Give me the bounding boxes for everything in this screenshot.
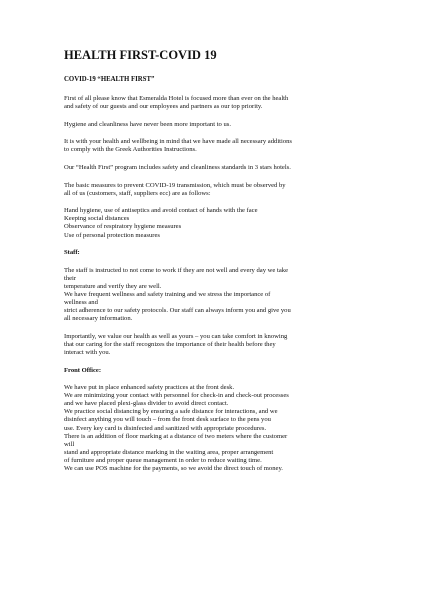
text-line: use. Every key card is disinfected and sanitized with appropriate procedures. [64, 424, 267, 432]
text-line: Our “Health First” program includes safety and cleanliness standards in 3 stars hotels. [64, 163, 291, 171]
text-line: will [64, 440, 75, 448]
text-line: We have frequent wellness and safety training and we stress the importance of [64, 290, 271, 298]
text-line: to comply with the Greek Authorities Instructions. [64, 146, 197, 154]
list-item: Observance of respiratory hygiene measures [64, 223, 182, 231]
front-office-paragraph [64, 384, 364, 473]
text-line: their [64, 274, 77, 282]
text-line: all of us (customers, staff, suppliers ecc) are as follows: [64, 189, 211, 197]
measures-intro-paragraph [64, 182, 364, 198]
text-line: and we have placed plexi-glass divider to avoid direct contact. [64, 400, 229, 408]
measures-list [64, 207, 364, 239]
text-line: We can use POS machine for the payments, so we avoid the direct touch of money. [64, 465, 283, 472]
staff-heading: Staff: [64, 249, 80, 257]
text-line: We are minimizing your contact with personnel for check-in and check-out processes [64, 392, 289, 400]
text-line: The staff is instructed to not come to work if they are not well and every day we take [64, 266, 288, 274]
text-line: Importantly, we value our health as well as yours – you can take comfort in knowing [64, 332, 288, 340]
text-line: of furniture and proper queue management in order to reduce waiting time. [64, 456, 262, 464]
text-line: temperature and verify they are well. [64, 282, 162, 290]
text-line: Hygiene and cleanliness have never been more important to us. [64, 120, 231, 128]
list-item: Use of personal protection measures [64, 231, 160, 239]
staff-value-paragraph [64, 333, 364, 357]
front-office-heading: Front Office: [64, 366, 102, 374]
page-subtitle: COVID-19 “HEALTH FIRST” [64, 76, 155, 83]
intro-paragraph [64, 95, 364, 111]
text-line: stand and appropriate distance marking in the waiting area, proper arrangement [64, 448, 274, 456]
text-line: all necessary information. [64, 315, 133, 323]
page-title: HEALTH FIRST-COVID 19 [64, 48, 217, 62]
hygiene-paragraph [64, 121, 364, 129]
document-page [64, 48, 364, 483]
text-line: strict adherence to our safety protocols. Our staff can always inform you and give you [64, 307, 291, 315]
text-line: that our caring for the staff recognizes the importance of their health before they [64, 340, 276, 348]
text-line: First of all please know that Esmeralda Hotel is focused more than ever on the health [64, 95, 289, 102]
text-line: We practice social distancing by ensuring a safe distance for interactions, and we [64, 408, 278, 416]
program-paragraph [64, 164, 364, 172]
wellbeing-paragraph [64, 138, 364, 154]
text-line: The basic measures to prevent COVID-19 transmission, which must be observed by [64, 181, 286, 189]
list-item: Keeping social distances [64, 215, 130, 223]
text-line: There is an addition of floor marking at a distance of two meters where the customer [64, 432, 288, 440]
staff-paragraph [64, 267, 364, 324]
text-line: interact with you. [64, 348, 111, 356]
text-line: We have put in place enhanced safety practices at the front desk. [64, 384, 235, 392]
text-line: It is with your health and wellbeing in mind that we have made all necessary additions [64, 138, 292, 146]
list-item: Hand hygiene, use of antiseptics and avoid contact of hands with the face [64, 207, 258, 215]
text-line: and safety of our guests and our employees and partners as our top priority. [64, 103, 263, 111]
text-line: disinfect anything you will touch – from the front desk surface to the pens you [64, 416, 271, 424]
text-line: wellness and [64, 299, 98, 306]
